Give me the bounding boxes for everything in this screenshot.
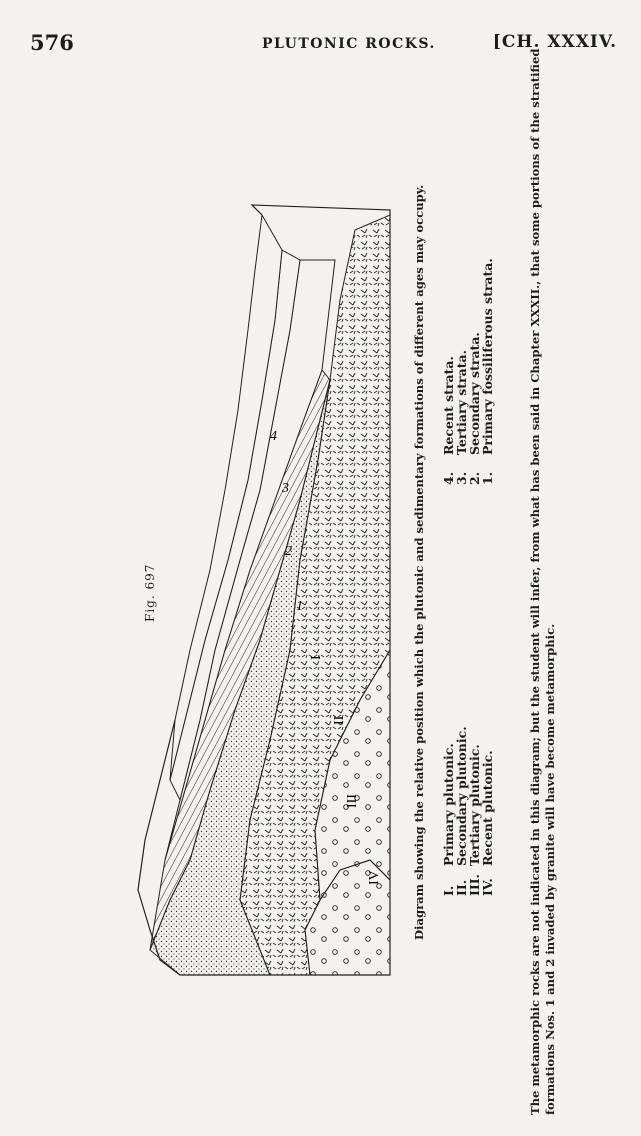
legend-item: II.Secondary plutonic. — [454, 726, 469, 896]
legend-item: I.Primary plutonic. — [441, 743, 456, 896]
diagram-label-3: 3 — [282, 481, 289, 496]
diagram-label-1: 1 — [296, 599, 303, 614]
diagram-label-IV: IV — [367, 870, 382, 885]
footnote-line-2: formations Nos. 1 and 2 invaded by granite will have become metamorphic. — [542, 623, 557, 1115]
legend-item: 4.Recent strata. — [441, 356, 456, 485]
figure-label: Fig. 697 — [143, 563, 157, 622]
legend-item: IV.Recent plutonic. — [480, 750, 495, 896]
page-number: 576 — [30, 30, 74, 55]
footnote — [528, 49, 557, 1115]
legend-plutonic — [442, 726, 494, 896]
legend-item: 2.Secondary strata. — [467, 332, 482, 485]
chapter-label: [CH. XXXIV. — [492, 32, 617, 52]
footnote-line-1: The metamorphic rocks are not indicated in this diagram; but the student will infer, from what has been said in Chapter XXXII., that some portions of the stratified — [528, 48, 542, 1115]
legend-item: 1.Primary fossiliferous strata. — [480, 258, 495, 485]
diagram-label-2: 2 — [285, 544, 292, 559]
legend-item: 3.Tertiary strata. — [454, 350, 469, 485]
figure-caption: Diagram showing the relative position which the plutonic and sedimentary formations of different ages may occupy. — [412, 184, 426, 940]
legend-strata — [442, 258, 494, 485]
diagram-label-4: 4 — [270, 429, 277, 444]
diagram-label-III: III — [345, 794, 360, 808]
running-title: PLUTONIC ROCKS. — [262, 36, 436, 52]
legend-item: III.Tertiary plutonic. — [467, 744, 482, 896]
diagram-label-I: I — [309, 655, 324, 660]
diagram-label-II: II — [332, 715, 347, 725]
